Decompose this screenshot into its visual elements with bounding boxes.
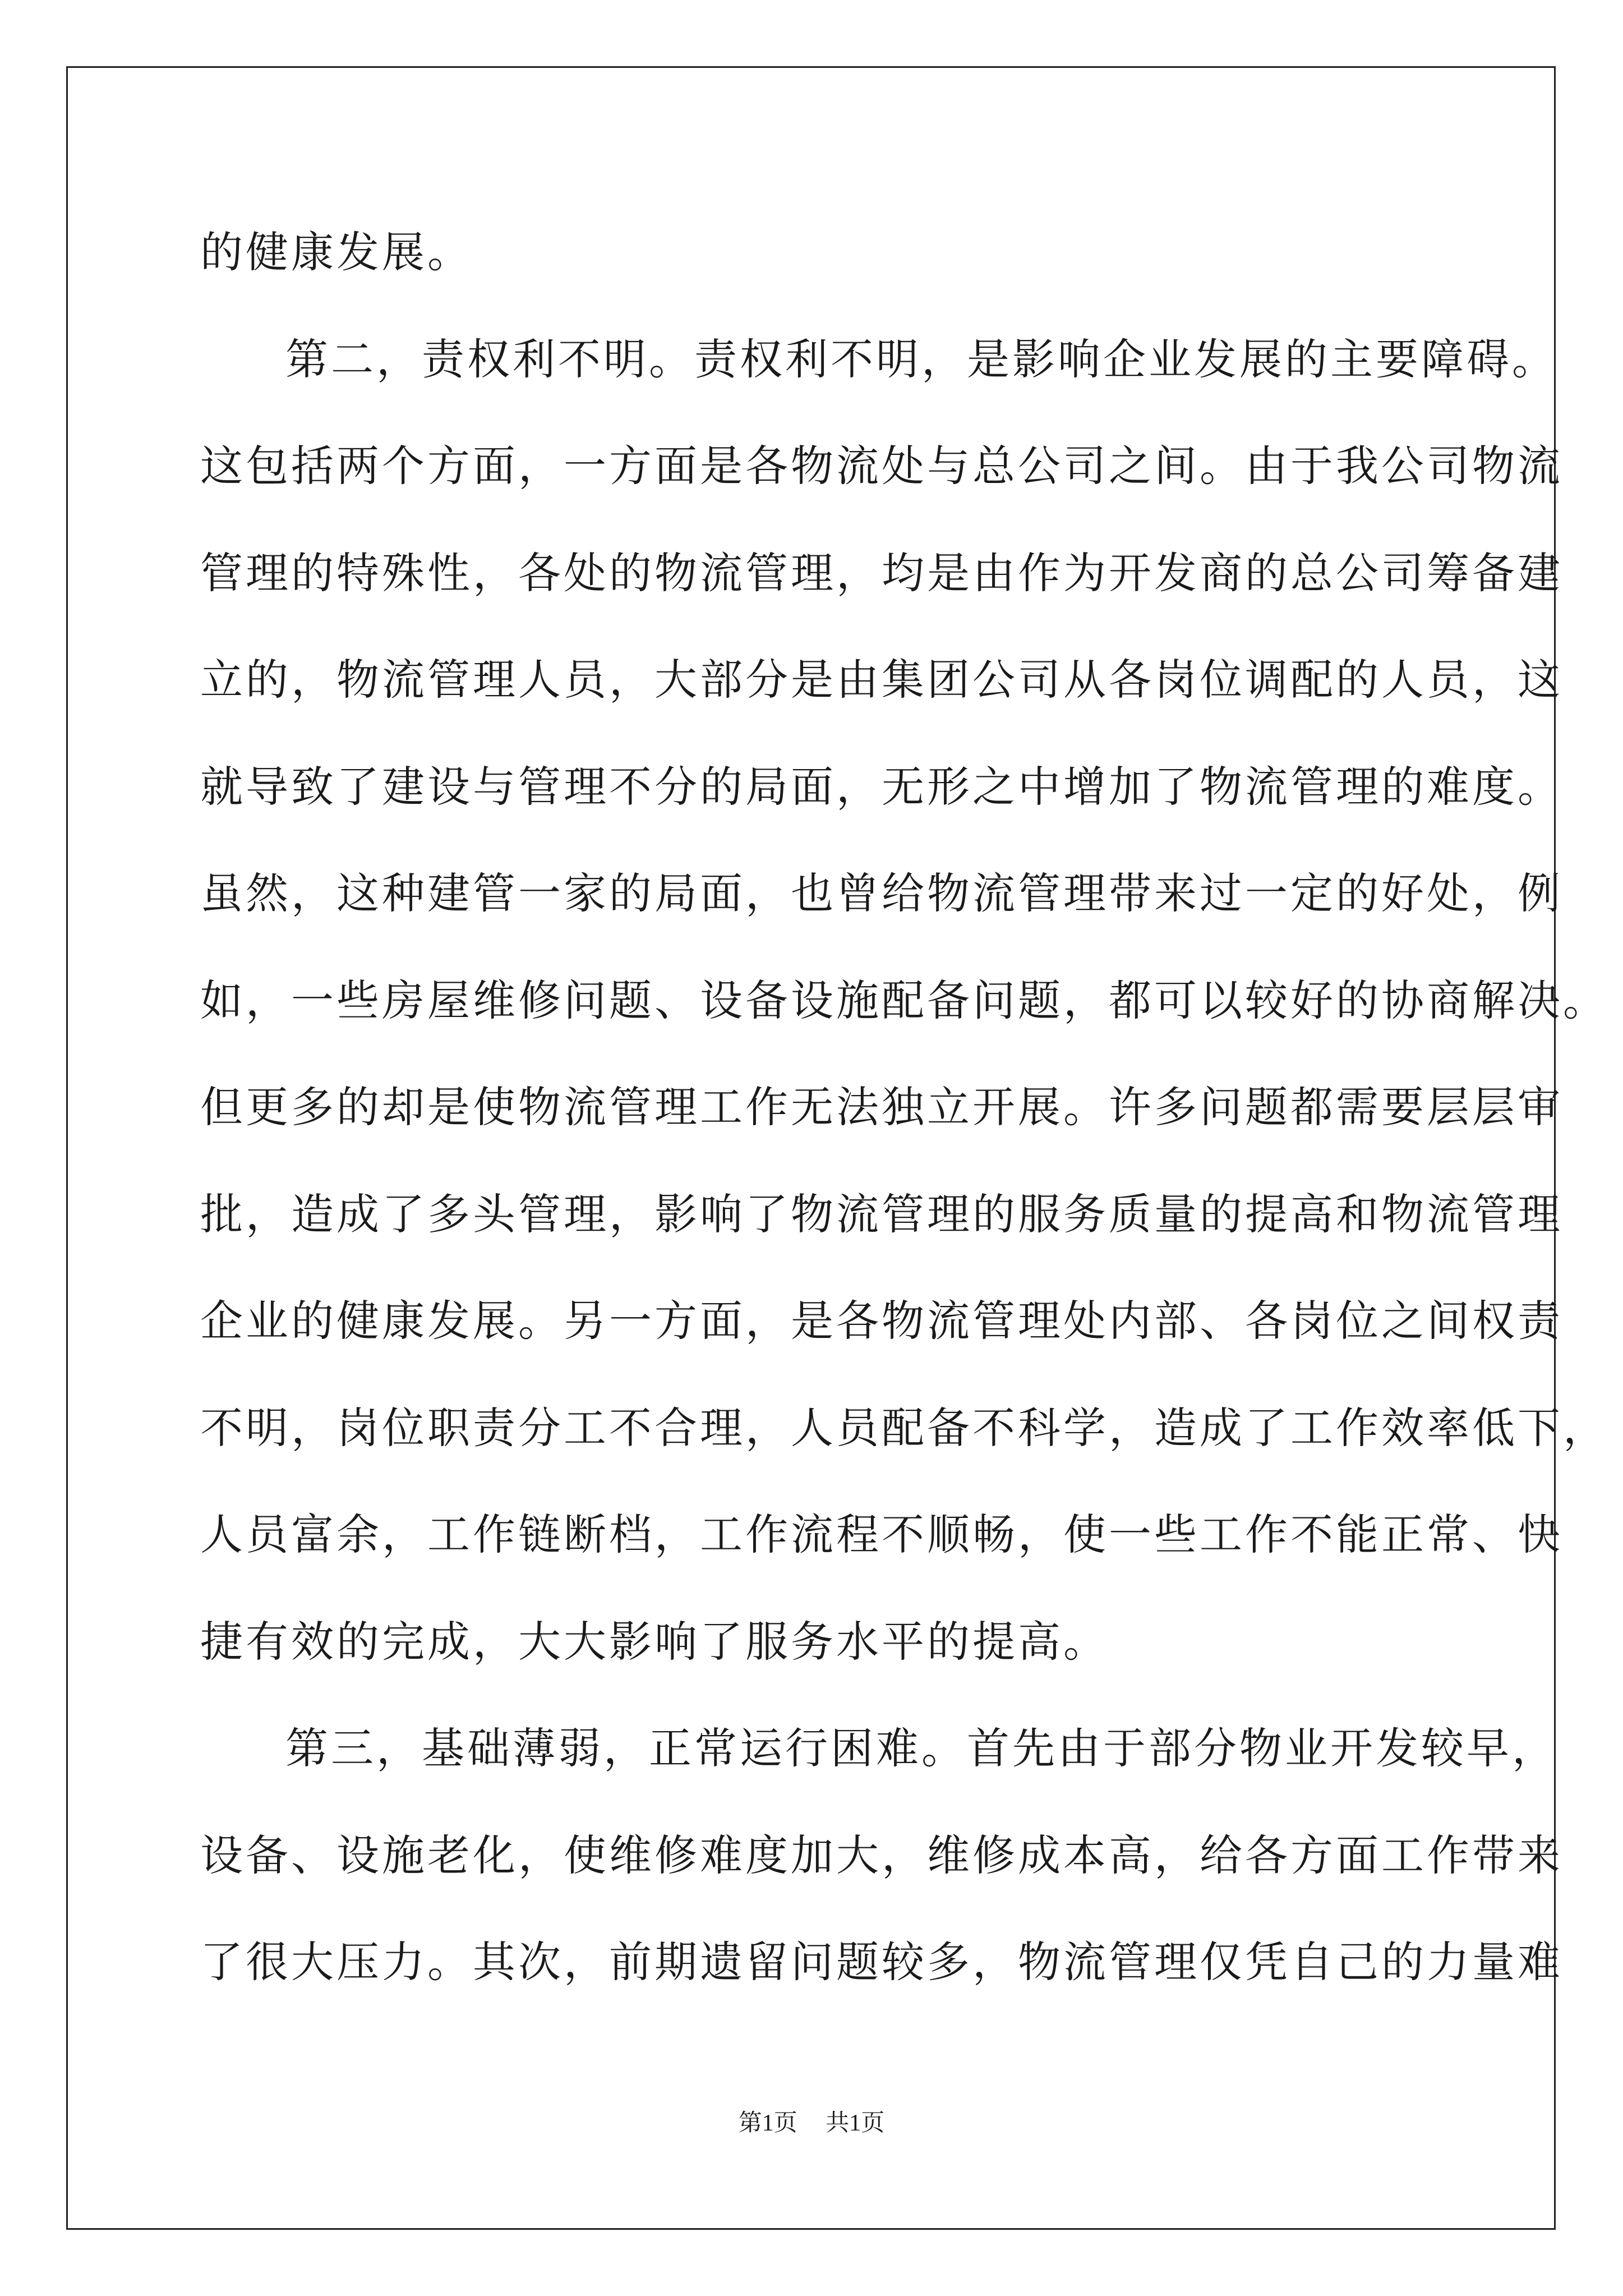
- text-line: 但更多的却是使物流管理工作无法独立开展。许多问题都需要层层审: [200, 1082, 1563, 1132]
- page-total: 共1页: [826, 2110, 885, 2136]
- text-line: 这包括两个方面，一方面是各物流处与总公司之间。由于我公司物流: [200, 441, 1563, 491]
- text-line: 就导致了建设与管理不分的局面，无形之中增加了物流管理的难度。: [200, 761, 1563, 812]
- text-line: 管理的特殊性，各处的物流管理，均是由作为开发商的总公司筹备建: [200, 547, 1563, 598]
- text-line: 捷有效的完成，大大影响了服务水平的提高。: [200, 1616, 1109, 1667]
- text-line: 如，一些房屋维修问题、设备设施配备问题，都可以较好的协商解决。: [200, 975, 1608, 1025]
- text-line: 不明，岗位职责分工不合理，人员配备不科学，造成了工作效率低下，: [200, 1402, 1608, 1453]
- text-line: 批，造成了多头管理，影响了物流管理的服务质量的提高和物流管理: [200, 1189, 1563, 1239]
- text-line: 第三，基础薄弱，正常运行困难。首先由于部分物业开发较早，: [285, 1723, 1557, 1773]
- page-number: 第1页: [738, 2110, 797, 2136]
- page-footer: [0, 2106, 1623, 2140]
- document-body: [200, 199, 1608, 2016]
- text-line: 了很大压力。其次，前期遗留问题较多，物流管理仅凭自己的力量难: [200, 1937, 1563, 1987]
- text-line: 虽然，这种建管一家的局面，也曾给物流管理带来过一定的好处，例: [200, 868, 1563, 918]
- text-line: 第二，责权利不明。责权利不明，是影响企业发展的主要障碍。: [285, 334, 1557, 384]
- text-line: 企业的健康发展。另一方面，是各物流管理处内部、各岗位之间权责: [200, 1296, 1563, 1346]
- text-line: 立的，物流管理人员，大部分是由集团公司从各岗位调配的人员，这: [200, 655, 1563, 705]
- text-line: 设备、设施老化，使维修难度加大，维修成本高，给各方面工作带来: [200, 1830, 1563, 1880]
- text-line: 的健康发展。: [200, 227, 473, 277]
- text-line: 人员富余，工作链断档，工作流程不顺畅，使一些工作不能正常、快: [200, 1510, 1563, 1559]
